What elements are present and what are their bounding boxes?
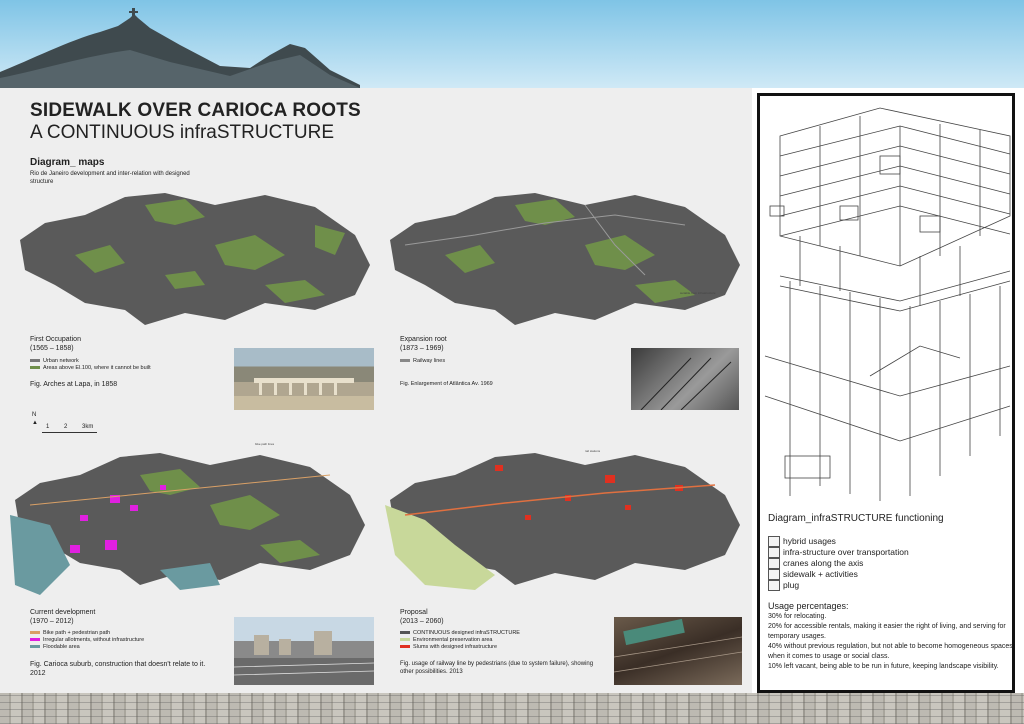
usage-line: 20% for accessible rentals, making it easier the right of living, and serving for temporary usages. xyxy=(768,623,1006,640)
usage-line: 40% without previous regulation, but not able to become homogeneous spaces when it comes to usage or social class. xyxy=(768,643,1013,660)
panel4-period: (2013 – 2060) xyxy=(400,618,444,625)
usage-title: Usage percentages: xyxy=(768,601,849,611)
legend-swatch xyxy=(30,638,40,641)
legend-label: CONTINUOUS designed infraSTRUCTURE xyxy=(413,630,520,636)
legend-label: Areas above El.100, where it cannot be built xyxy=(43,365,151,371)
scale-tick: 1 xyxy=(46,424,50,430)
diagram-maps-subtitle: Rio de Janeiro development and inter-relation with designed structure xyxy=(30,171,190,185)
legend-label: Urban network xyxy=(43,358,79,364)
diagram-maps-title: Diagram_ maps xyxy=(30,157,105,168)
panel2-title: Expansion root xyxy=(400,336,447,343)
legend-swatch xyxy=(30,645,40,648)
map-note-current: bike path lines xyxy=(255,442,275,446)
infra-legend-item xyxy=(768,547,909,558)
map-current-development xyxy=(10,445,380,605)
photo-arches-lapa xyxy=(234,348,374,410)
mountain-silhouette-icon xyxy=(0,0,1024,88)
infra-legend-label: sidewalk + activities xyxy=(783,569,858,579)
legend-label: Environmental preservation area xyxy=(413,637,493,643)
infra-legend-label: hybrid usages xyxy=(783,536,836,546)
infra-legend-label: cranes along the axis xyxy=(783,558,864,568)
panel3-fig-caption: Fig. Carioca suburb, construction that doesn't relate to it. 2012 xyxy=(30,661,206,677)
panel1-legend xyxy=(30,358,151,372)
stone-sidewalk-footer xyxy=(0,693,1024,724)
north-arrow-glyph-icon: ▲ xyxy=(32,420,38,426)
legend-swatch xyxy=(30,631,40,634)
map-note-expansion: suitable from infrastructure xyxy=(680,291,716,295)
infra-legend-item xyxy=(768,558,863,569)
scale-bar xyxy=(30,412,100,442)
legend-swatch xyxy=(400,638,410,641)
panel3-period: (1970 – 2012) xyxy=(30,618,74,625)
panel1-period: (1565 – 1858) xyxy=(30,345,74,352)
panel1-fig-caption: Fig. Arches at Lapa, in 1858 xyxy=(30,381,118,388)
legend-label: Floodable area xyxy=(43,644,80,650)
train-icon xyxy=(768,547,780,558)
panel2-legend xyxy=(400,358,445,365)
usage-line: 10% left vacant, being able to be run in future, keeping landscape visibility. xyxy=(768,663,999,670)
infrastructure-axonometric-drawing xyxy=(760,96,1012,506)
infra-legend-item xyxy=(768,580,799,591)
legend-label: Slums with designed infrastructure xyxy=(413,644,498,650)
legend-swatch xyxy=(400,359,410,362)
map-note-proposal: rail stations xyxy=(585,449,601,453)
panel2-period: (1873 – 1969) xyxy=(400,345,444,352)
legend-swatch xyxy=(30,366,40,369)
photo-atlantica-av xyxy=(631,348,739,410)
legend-swatch xyxy=(400,645,410,648)
plug-icon xyxy=(768,580,780,591)
infra-legend-item xyxy=(768,569,858,580)
photo-carioca-suburb xyxy=(234,617,374,685)
panel3-title: Current development xyxy=(30,609,96,616)
legend-swatch xyxy=(400,631,410,634)
poster-subtitle: A CONTINUOUS infraSTRUCTURE xyxy=(30,122,335,143)
panel2-fig-caption: Fig. Enlargement of Atlântica Av. 1969 xyxy=(400,381,493,387)
scale-tick: 2 xyxy=(64,424,68,430)
scale-tick: 3km xyxy=(82,424,94,430)
map-expansion-root xyxy=(385,185,745,335)
panel3-legend xyxy=(30,630,144,651)
legend-label: Bike path + pedestrian path xyxy=(43,630,111,636)
map-proposal xyxy=(385,445,750,605)
sky-header xyxy=(0,0,1024,88)
panel4-legend xyxy=(400,630,520,651)
crane-icon xyxy=(768,558,780,569)
usage-line: 30% for relocating. xyxy=(768,613,827,620)
building-icon xyxy=(768,536,780,547)
scale-line xyxy=(42,432,97,433)
usage-body xyxy=(768,612,1013,672)
panel1-title: First Occupation xyxy=(30,336,81,343)
sidewalk-icon xyxy=(768,569,780,580)
legend-label: Railway lines xyxy=(413,358,446,364)
infra-legend-item xyxy=(768,536,836,547)
infra-legend-label: plug xyxy=(783,580,800,590)
infra-legend-label: infra-structure over transportation xyxy=(783,547,909,557)
infra-diagram-title: Diagram_infraSTRUCTURE functioning xyxy=(768,513,944,524)
north-arrow-icon: N xyxy=(32,412,37,418)
poster-title: SIDEWALK OVER CARIOCA ROOTS xyxy=(30,100,361,121)
legend-label: Irregular allotments, without infrastructure xyxy=(43,637,145,643)
map-first-occupation xyxy=(15,185,375,335)
legend-swatch xyxy=(30,359,40,362)
panel4-fig-caption: Fig. usage of railway line by pedestrians (due to system failure), showing other possibilities. 2013 xyxy=(400,661,594,675)
photo-railway-pedestrians xyxy=(614,617,742,685)
panel4-title: Proposal xyxy=(400,609,428,616)
